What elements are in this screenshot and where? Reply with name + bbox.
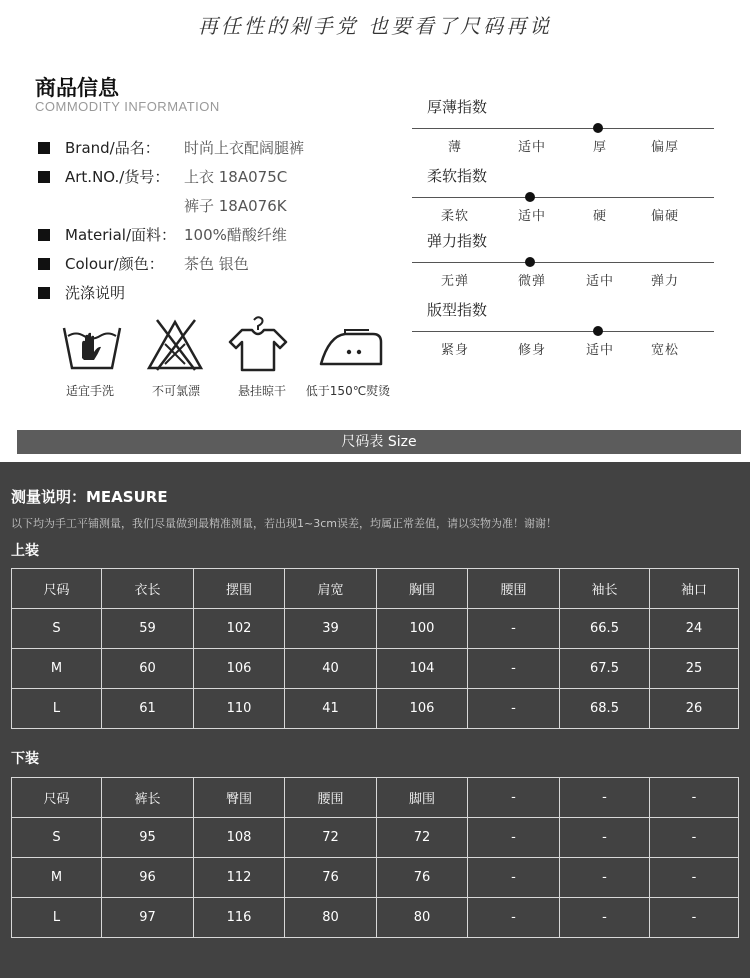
- table-cell: 66.5: [560, 609, 650, 649]
- table-cell: 25: [650, 649, 739, 689]
- table-header-cell: 袖长: [560, 569, 650, 609]
- table-header-cell: 肩宽: [285, 569, 377, 609]
- bottoms-title: 下装: [11, 751, 39, 767]
- index-marker: [525, 257, 535, 267]
- table-cell: 40: [285, 649, 377, 689]
- commodity-subtitle: COMMODITY INFORMATION: [35, 99, 220, 114]
- slogan: 再任性的剁手党 也要看了尺码再说: [197, 14, 553, 38]
- colour-value: 茶色 银色: [184, 255, 249, 273]
- index-option-label: 适中: [585, 274, 614, 289]
- artno-label: Art.NO./货号：: [65, 168, 170, 186]
- table-cell: 60: [102, 649, 194, 689]
- measure-panel: [0, 462, 750, 978]
- index-option-label: 修身: [517, 343, 546, 358]
- table-header-cell: 胸围: [377, 569, 468, 609]
- table-row: [12, 858, 739, 898]
- table-cell: 116: [194, 898, 285, 938]
- table-header-cell: 袖口: [650, 569, 739, 609]
- table-cell: -: [468, 818, 560, 858]
- index-option-label: 适中: [585, 343, 614, 358]
- iron-icon: [310, 314, 390, 374]
- table-cell: 24: [650, 609, 739, 649]
- table-header-cell: 裤长: [102, 778, 194, 818]
- table-header-cell: -: [560, 778, 650, 818]
- index-scale-line: [412, 331, 714, 332]
- table-cell: 72: [377, 818, 468, 858]
- table-cell: -: [560, 818, 650, 858]
- table-header-row: [12, 778, 739, 818]
- index-title: 厚薄指数: [427, 98, 488, 116]
- care-label-hand-wash: 适宜手洗: [65, 384, 114, 398]
- table-cell: 76: [285, 858, 377, 898]
- artno-value-bottom: 裤子 18A076K: [184, 197, 287, 215]
- table-cell: 110: [194, 689, 285, 729]
- table-row: [12, 818, 739, 858]
- table-cell: 97: [102, 898, 194, 938]
- table-cell: 76: [377, 858, 468, 898]
- material-row: [38, 224, 176, 246]
- table-header-cell: 脚围: [377, 778, 468, 818]
- table-header-row: [12, 569, 739, 609]
- table-cell: M: [12, 649, 102, 689]
- artno-row: [38, 166, 169, 188]
- index-option-label: 偏硬: [650, 209, 679, 224]
- artno-value-top: 上衣 18A075C: [184, 168, 288, 186]
- table-cell: 61: [102, 689, 194, 729]
- tops-size-table: [11, 568, 739, 729]
- table-row: [12, 898, 739, 938]
- table-cell: 104: [377, 649, 468, 689]
- table-cell: M: [12, 858, 102, 898]
- table-cell: -: [468, 649, 560, 689]
- index-title: 柔软指数: [427, 167, 488, 185]
- index-option-label: 柔软: [440, 209, 469, 224]
- table-row: [12, 649, 739, 689]
- table-cell: L: [12, 898, 102, 938]
- table-cell: 72: [285, 818, 377, 858]
- bottoms-size-table: [11, 777, 739, 938]
- table-cell: 68.5: [560, 689, 650, 729]
- bullet-square-icon: [38, 229, 50, 241]
- table-cell: 102: [194, 609, 285, 649]
- table-header-cell: 尺码: [12, 778, 102, 818]
- table-cell: 100: [377, 609, 468, 649]
- table-cell: -: [468, 898, 560, 938]
- index-marker: [593, 326, 603, 336]
- index-scale-line: [412, 197, 714, 198]
- index-marker: [593, 123, 603, 133]
- table-header-cell: 衣长: [102, 569, 194, 609]
- table-row: [12, 609, 739, 649]
- index-option-label: 偏厚: [650, 140, 679, 155]
- table-cell: 59: [102, 609, 194, 649]
- index-option-label: 宽松: [650, 343, 679, 358]
- index-option-label: 薄: [447, 140, 462, 155]
- measure-note: 以下均为手工平铺测量，我们尽量做到最精准测量，若出现1~3cm误差，均属正常差值，请以实物为准！谢谢！: [11, 517, 557, 530]
- table-header-cell: 尺码: [12, 569, 102, 609]
- table-cell: -: [560, 858, 650, 898]
- table-cell: 26: [650, 689, 739, 729]
- index-option-label: 适中: [517, 140, 546, 155]
- index-option-label: 微弹: [517, 274, 546, 289]
- material-value: 100%醋酸纤维: [184, 226, 287, 244]
- brand-value: 时尚上衣配阔腿裤: [184, 139, 305, 157]
- index-scale-line: [412, 128, 714, 129]
- care-label-no-bleach: 不可氯漂: [151, 384, 200, 398]
- table-cell: L: [12, 689, 102, 729]
- table-cell: 67.5: [560, 649, 650, 689]
- table-header-cell: -: [468, 778, 560, 818]
- size-chart-bar: 尺码表 Size: [17, 430, 741, 454]
- table-cell: 39: [285, 609, 377, 649]
- bullet-square-icon: [38, 258, 50, 270]
- index-scale-line: [412, 262, 714, 263]
- colour-label: Colour/颜色：: [65, 255, 164, 273]
- wash-label: 洗涤说明: [65, 284, 126, 302]
- table-cell: -: [650, 818, 739, 858]
- table-cell: -: [468, 689, 560, 729]
- table-cell: 106: [377, 689, 468, 729]
- colour-row: [38, 253, 164, 275]
- no-bleach-icon: [135, 314, 215, 374]
- index-option-label: 弹力: [650, 274, 679, 289]
- table-cell: -: [650, 858, 739, 898]
- table-cell: 108: [194, 818, 285, 858]
- table-cell: 95: [102, 818, 194, 858]
- index-title: 弹力指数: [427, 232, 488, 250]
- table-cell: S: [12, 609, 102, 649]
- index-option-label: 紧身: [440, 343, 469, 358]
- bullet-square-icon: [38, 287, 50, 299]
- index-marker: [525, 192, 535, 202]
- table-header-cell: 臀围: [194, 778, 285, 818]
- table-row: [12, 689, 739, 729]
- table-header-cell: 腰围: [285, 778, 377, 818]
- bullet-square-icon: [38, 171, 50, 183]
- table-cell: 112: [194, 858, 285, 898]
- index-option-label: 硬: [592, 209, 607, 224]
- table-cell: -: [650, 898, 739, 938]
- index-title: 版型指数: [427, 301, 488, 319]
- tops-title: 上装: [11, 543, 39, 559]
- table-cell: 41: [285, 689, 377, 729]
- table-cell: 80: [377, 898, 468, 938]
- care-label-hang-dry: 悬挂晾干: [237, 384, 286, 398]
- table-header-cell: 腰围: [468, 569, 560, 609]
- index-option-label: 厚: [592, 140, 607, 155]
- material-label: Material/面料：: [65, 226, 176, 244]
- index-option-label: 无弹: [440, 274, 469, 289]
- commodity-title: 商品信息: [35, 76, 119, 100]
- table-cell: -: [468, 858, 560, 898]
- measure-title: 测量说明：MEASURE: [11, 488, 168, 506]
- table-cell: S: [12, 818, 102, 858]
- hang-dry-icon: [218, 314, 298, 374]
- brand-label: Brand/品名：: [65, 139, 160, 157]
- table-header-cell: 摆围: [194, 569, 285, 609]
- wash-row: [38, 282, 125, 304]
- index-option-label: 适中: [517, 209, 546, 224]
- hand-wash-icon: [52, 314, 132, 374]
- table-cell: -: [468, 609, 560, 649]
- bullet-square-icon: [38, 142, 50, 154]
- table-header-cell: -: [650, 778, 739, 818]
- table-cell: 96: [102, 858, 194, 898]
- brand-row: [38, 137, 160, 159]
- table-cell: -: [560, 898, 650, 938]
- care-label-iron: 低于150℃熨烫: [305, 384, 391, 398]
- table-cell: 80: [285, 898, 377, 938]
- table-cell: 106: [194, 649, 285, 689]
